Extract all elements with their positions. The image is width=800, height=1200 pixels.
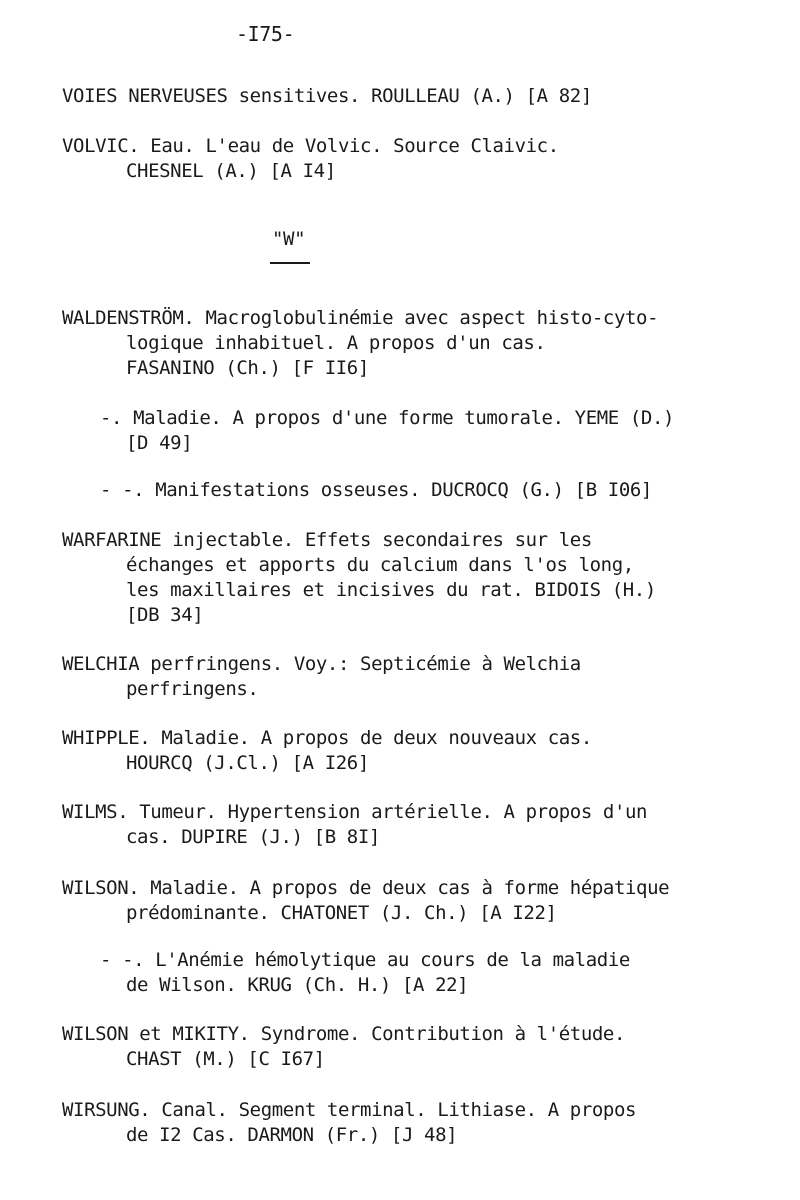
entry-line: les maxillaires et incisives du rat. BIDOIS (H.) bbox=[126, 579, 656, 601]
entry-waldenstrom-sub-1 bbox=[100, 406, 760, 456]
entry-line: FASANINO (Ch.) [F II6] bbox=[126, 357, 369, 379]
entry-line: cas. DUPIRE (J.) [B 8I] bbox=[126, 826, 380, 848]
entry-line: - -. L'Anémie hémolytique au cours de la maladie bbox=[100, 949, 630, 971]
entry-whipple bbox=[62, 726, 762, 776]
entry-line: WELCHIA perfringens. Voy.: Septicémie à Welchia bbox=[62, 653, 581, 675]
entry-line: [D 49] bbox=[126, 432, 193, 454]
entry-line: WHIPPLE. Maladie. A propos de deux nouveaux cas. bbox=[62, 727, 592, 749]
entry-line: -. Maladie. A propos d'une forme tumorale. YEME (D.) bbox=[100, 407, 675, 429]
entry-line: CHESNEL (A.) [A I4] bbox=[126, 160, 336, 182]
entry-line: WIRSUNG. Canal. Segment terminal. Lithiase. A propos bbox=[62, 1099, 637, 1121]
entry-wilson-mikity bbox=[62, 1022, 762, 1072]
entry-line: - -. Manifestations osseuses. DUCROCQ (G.) [B I06] bbox=[100, 479, 652, 501]
entry-voies-nerveuses bbox=[62, 84, 762, 109]
entry-line: WILSON et MIKITY. Syndrome. Contribution à l'étude. bbox=[62, 1023, 625, 1045]
entry-wilms bbox=[62, 800, 762, 850]
section-letter: "W" bbox=[272, 228, 306, 250]
entry-line: WILSON. Maladie. A propos de deux cas à forme hépatique bbox=[62, 877, 670, 899]
entry-waldenstrom-sub-2 bbox=[100, 478, 760, 503]
entry-welchia bbox=[62, 652, 762, 702]
entry-warfarine bbox=[62, 528, 762, 628]
entry-line: logique inhabituel. A propos d'un cas. bbox=[126, 332, 546, 354]
entry-line: de I2 Cas. DARMON (Fr.) [J 48] bbox=[126, 1124, 458, 1146]
entry-line: WARFARINE injectable. Effets secondaires sur les bbox=[62, 529, 592, 551]
page-number: -I75- bbox=[236, 22, 295, 46]
entry-volvic bbox=[62, 134, 762, 184]
entry-line: WILMS. Tumeur. Hypertension artérielle. A propos d'un bbox=[62, 801, 648, 823]
entry-line: [DB 34] bbox=[126, 604, 204, 626]
entry-line: échanges et apports du calcium dans l'os long, bbox=[126, 554, 634, 576]
entry-line: prédominante. CHATONET (J. Ch.) [A I22] bbox=[126, 902, 557, 924]
entry-line: WALDENSTRÖM. Macroglobulinémie avec aspect histo-cyto- bbox=[62, 307, 659, 329]
entry-line: HOURCQ (J.Cl.) [A I26] bbox=[126, 752, 369, 774]
entry-wirsung bbox=[62, 1098, 762, 1148]
entry-line: VOIES NERVEUSES sensitives. ROULLEAU (A.) [A 82] bbox=[62, 85, 592, 107]
entry-line: perfringens. bbox=[126, 678, 259, 700]
entry-wilson bbox=[62, 876, 762, 926]
entry-waldenstrom bbox=[62, 306, 762, 381]
section-underline bbox=[270, 262, 310, 264]
entry-wilson-sub bbox=[100, 948, 760, 998]
entry-line: VOLVIC. Eau. L'eau de Volvic. Source Claivic. bbox=[62, 135, 559, 157]
entry-line: de Wilson. KRUG (Ch. H.) [A 22] bbox=[126, 974, 469, 996]
entry-line: CHAST (M.) [C I67] bbox=[126, 1048, 325, 1070]
